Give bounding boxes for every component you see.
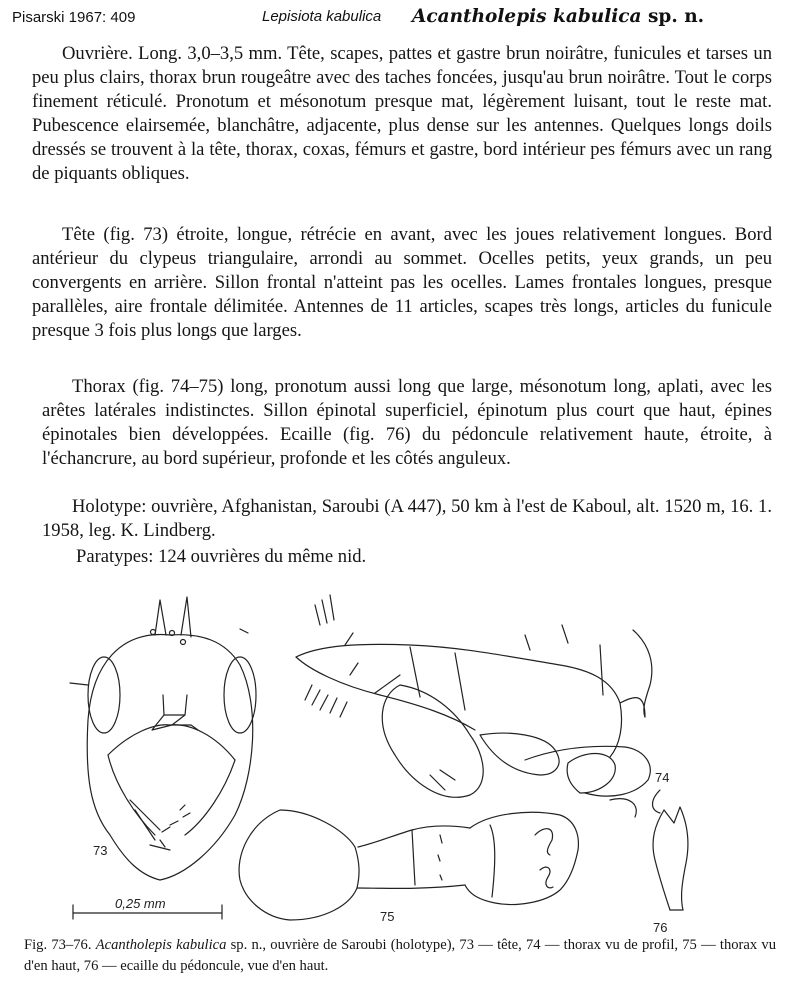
petiole-scale-drawing: [653, 807, 688, 910]
species-title: [412, 6, 704, 27]
holotype-record-text: Holotype: ouvrière, Afghanistan, Saroubi (A 447), 50 km à l'est de Kaboul, alt. 1520 m, 16. 1. 1958, leg. K. Lindberg.: [42, 496, 772, 542]
head-description-text: Tête (fig. 73) étroite, longue, rétrécie en avant, avec les joues relativement longues. Bord antérieur du clypeus triangulaire, arrondi au sommet. Ocelles petits, yeux grands, un peu convergents en arrière. Sillon frontal n'atteint pas les ocelles. Lames frontales longues, presque parallèles, aire frontale délimitée. Antennes de 11 articles, scapes très longs, articles du funicule presque 3 fois plus longs que larges.: [32, 224, 772, 342]
caption-prefix: Fig. 73–76.: [24, 937, 92, 953]
page-citation: Pisarski 1967: 409: [12, 9, 136, 26]
paratypes-record: Paratypes: 124 ouvrières du même nid.: [76, 546, 367, 567]
head-description: [32, 223, 772, 343]
scale-bar-label: 0,25 mm: [115, 896, 166, 911]
worker-description-text: Ouvrière. Long. 3,0–3,5 mm. Tête, scapes, pattes et gastre brun noirâtre, funicules et tarses un peu plus clairs, thorax brun rougeâtre avec des taches foncées, jusqu'au brun noirâtre. Tout le corps finement réticulé. Pronotum et mésonotum presque mat, légèrement luisant, tout le reste mat. Pubescence elairsemée, blanchâtre, adjacente, plus dense sur les antennes. Quelques longs doils dressés se trouvent à la tête, thorax, coxas, fémurs et gastre, bord intérieur pes fémurs avec un rang de piquants obliques.: [32, 43, 772, 185]
species-title-epithet: kabulica: [553, 6, 642, 27]
thorax-description: [32, 375, 772, 471]
fig74-label: 74: [655, 770, 670, 785]
running-species-name: Lepisiota kabulica: [262, 8, 382, 25]
worker-description: [32, 42, 772, 187]
morphology-figure: [0, 585, 793, 935]
caption-species: Acantholepis kabulica: [95, 937, 227, 953]
thorax-description-text: Thorax (fig. 74–75) long, pronotum aussi long que large, mésonotum long, aplati, avec les arêtes latérales indistinctes. Sillon épinotal superficiel, épinotum plus court que haut, épines épinotales bien développées. Ecaille (fig. 76) du pédoncule relativement haute, étroite, à l'échancrure, au bord supérieur, profonde et les côtés anguleux.: [42, 376, 772, 470]
species-title-genus: Acantholepis: [412, 6, 547, 27]
thorax-profile-drawing: [296, 595, 660, 817]
fig76-label: 76: [653, 920, 668, 935]
holotype-record: [32, 495, 772, 543]
figure-caption: [24, 935, 776, 976]
species-title-suffix: sp. n.: [647, 6, 705, 27]
head-drawing: [70, 597, 256, 919]
fig73-label: 73: [93, 843, 108, 858]
caption-text: sp. n., ouvrière de Saroubi (holotype), 73 — tête, 74 — thorax vu de profil, 75 — thorax vu d'en haut, 76 — ecaille du pédoncule, vue d'en haut.: [24, 937, 776, 974]
thorax-dorsal-drawing: [239, 810, 578, 920]
fig75-label: 75: [380, 909, 395, 924]
